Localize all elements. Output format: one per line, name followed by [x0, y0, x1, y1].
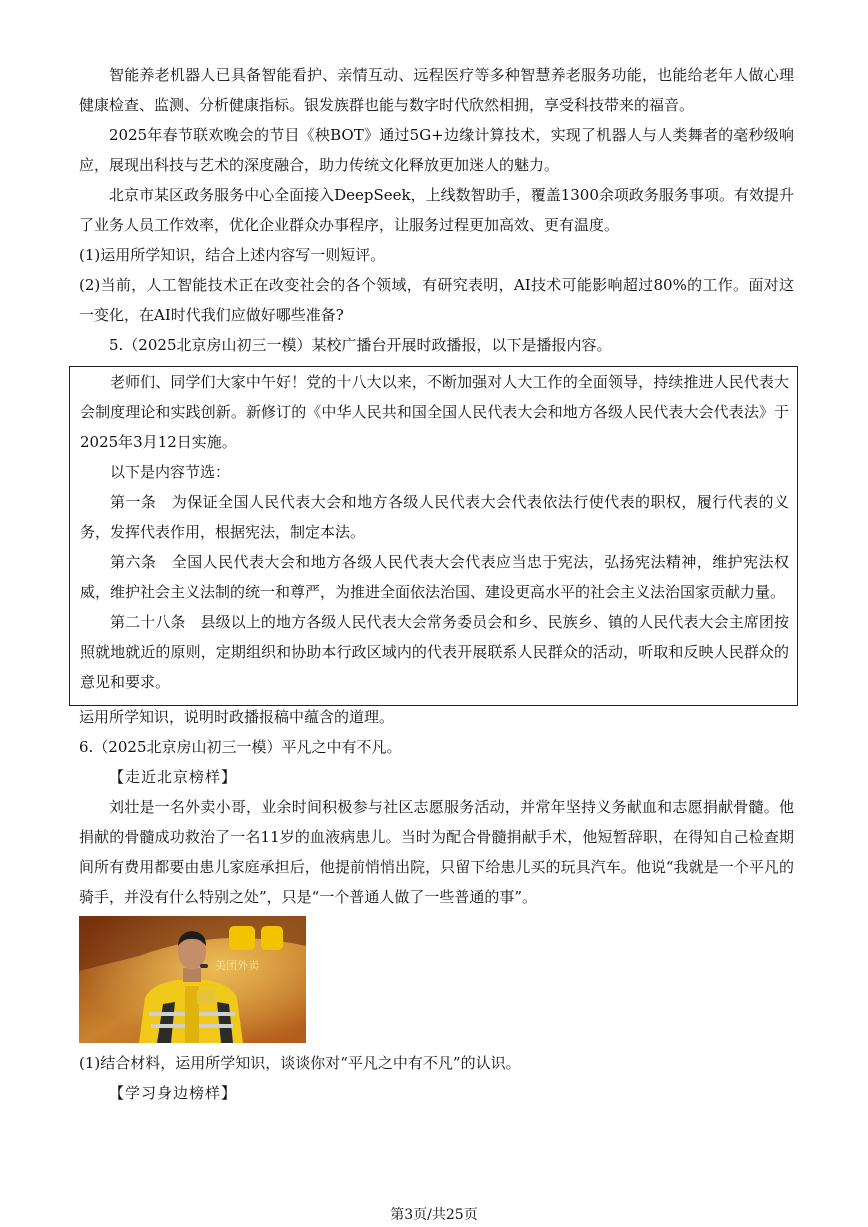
- paragraph-liu-zhuang: 刘壮是一名外卖小哥，业余时间积极参与社区志愿服务活动，并常年坚持义务献血和志愿捐献骨髓。他捐献的骨髓成功救治了一名11岁的血液病患儿。当时为配合骨髓捐献手术，他短暂辞职，在得知自己检查期间所有费用都要由患儿家庭承担后，他提前悄悄出院，只留下给患儿买的玩具汽车。他说“我就是一个平凡的骑手，并没有什么特别之处”，只是“一个普通人做了一些普通的事”。: [79, 798, 794, 906]
- broadcast-excerpt-label: 以下是内容节选：: [110, 463, 231, 481]
- article-1: 第一条 为保证全国人民代表大会和地方各级人民代表大会代表依法行使代表的职权，履行代表的义务，发挥代表作用，根据宪法，制定本法。: [80, 493, 789, 541]
- question-1: (1)运用所学知识，结合上述内容写一则短评。: [79, 246, 386, 264]
- section-heading-nearby-role-model: 【学习身边榜样】: [109, 1084, 238, 1102]
- broadcast-intro: 老师们、同学们大家中午好！党的十八大以来，不断加强对人大工作的全面领导，持续推进人民代表大会制度理论和实践创新。新修订的《中华人民共和国全国人民代表大会和地方各级人民代表大会代表法》于2025年3月12日实施。: [80, 373, 789, 451]
- question-6-title: 6.（2025北京房山初三一模）平凡之中有不凡。: [79, 738, 402, 756]
- article-6: 第六条 全国人民代表大会和地方各级人民代表大会代表应当忠于宪法，弘扬宪法精神，维护宪法权威，维护社会主义法制的统一和尊严，为推进全面依法治国、建设更高水平的社会主义法治国家贡献力量。: [80, 553, 789, 601]
- article-28: 第二十八条 县级以上的地方各级人民代表大会常务委员会和乡、民族乡、镇的人民代表大会主席团按照就地就近的原则，定期组织和协助本行政区域内的代表开展联系人民群众的活动，听取和反映人民群众的意见和要求。: [80, 613, 789, 691]
- question-2: (2)当前，人工智能技术正在改变社会的各个领域，有研究表明，AI技术可能影响超过80%的工作。面对这一变化，在AI时代我们应做好哪些准备?: [79, 276, 794, 324]
- question-6-1: (1)结合材料，运用所学知识，谈谈你对“平凡之中有不凡”的认识。: [79, 1054, 521, 1072]
- page-footer: 第3页/共25页: [390, 1207, 478, 1223]
- broadcast-box: [69, 366, 798, 706]
- paragraph-elderly-robot: 智能养老机器人已具备智能看护、亲情互动、远程医疗等多种智慧养老服务功能，也能给老年人做心理健康检查、监测、分析健康指标。银发族群也能与数字时代欣然相拥，享受科技带来的福音。: [79, 66, 794, 114]
- question-5-title: 5.（2025北京房山初三一模）某校广播台开展时政播报，以下是播报内容。: [109, 336, 612, 354]
- paragraph-spring-gala: 2025年春节联欢晚会的节目《秧BOT》通过5G+边缘计算技术，实现了机器人与人类舞者的毫秒级响应，展现出科技与艺术的深度融合，助力传统文化释放更加迷人的魅力。: [79, 126, 794, 174]
- broadcast-question: 运用所学知识，说明时政播报稿中蕴含的道理。: [79, 708, 395, 726]
- delivery-rider-photo: [79, 916, 306, 1043]
- photo-logo-text: 美团外卖: [215, 959, 259, 972]
- section-heading-beijing-role-model: 【走近北京榜样】: [109, 768, 238, 786]
- paragraph-deepseek: 北京市某区政务服务中心全面接入DeepSeek，上线数智助手，覆盖1300余项政务服务事项。有效提升了业务人员工作效率，优化企业群众办事程序，让服务过程更加高效、更有温度。: [79, 186, 794, 234]
- delivery-rider-illustration: [79, 916, 306, 1043]
